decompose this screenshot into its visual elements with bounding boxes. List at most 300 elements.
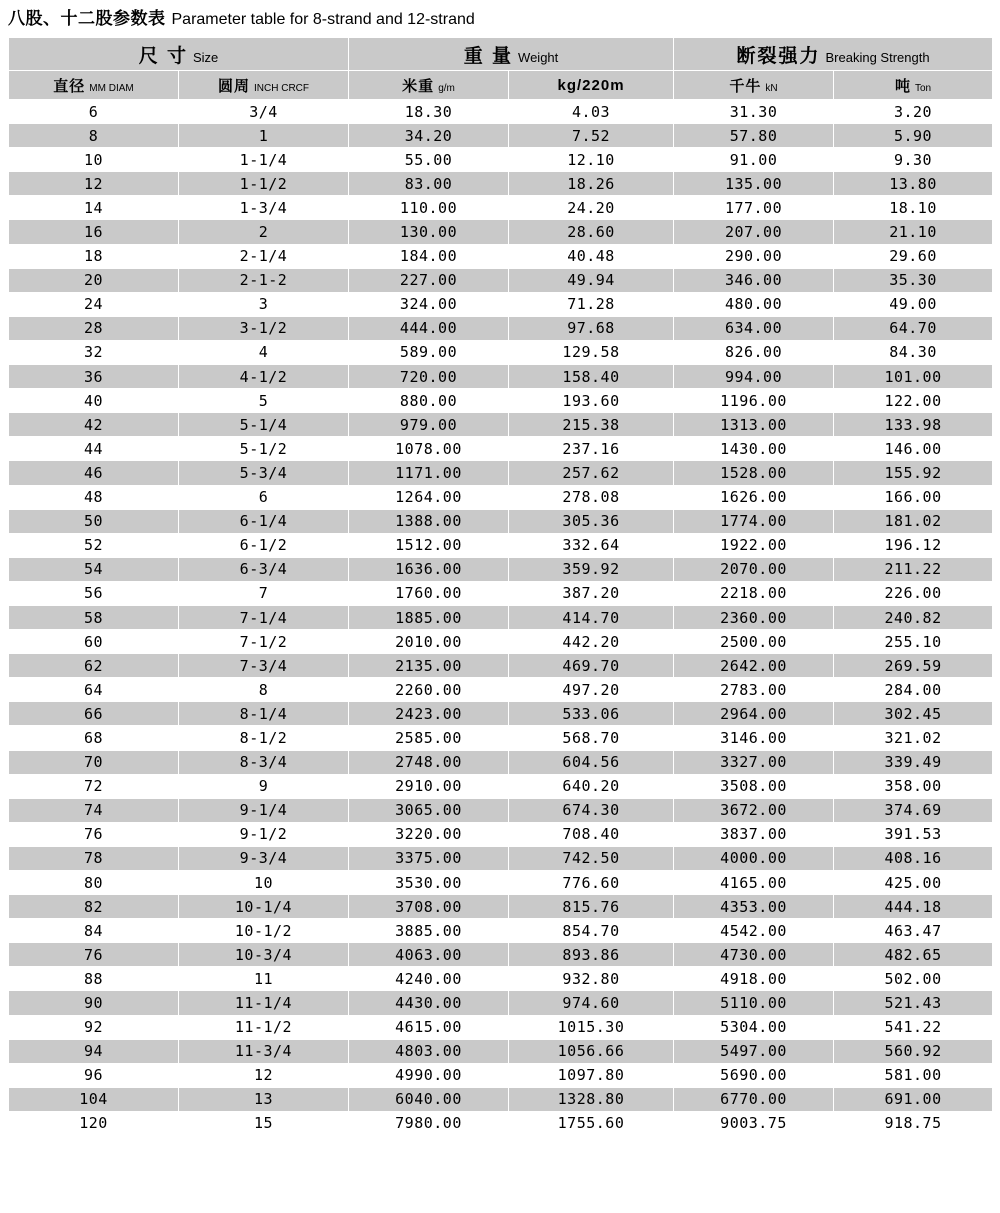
cell-ton: 691.00 [834,1087,993,1111]
cell-kg-per-220m: 387.20 [509,581,674,605]
cell-ton: 9.30 [834,148,993,172]
cell-diameter: 66 [9,702,179,726]
group-header-weight [349,38,674,71]
cell-ton: 5.90 [834,124,993,148]
cell-kilonewton: 4165.00 [674,871,834,895]
cell-kg-per-220m: 40.48 [509,244,674,268]
table-row [9,1063,993,1087]
cell-circumference: 10-3/4 [179,943,349,967]
cell-meter-weight: 4990.00 [349,1063,509,1087]
cell-kilonewton: 2964.00 [674,702,834,726]
table-row [9,509,993,533]
cell-diameter: 8 [9,124,179,148]
cell-meter-weight: 324.00 [349,292,509,316]
cell-meter-weight: 589.00 [349,340,509,364]
cell-circumference: 6-1/4 [179,509,349,533]
column-header-kg-per-220m-label: kg/220m [557,76,625,94]
cell-diameter: 74 [9,798,179,822]
cell-circumference: 8-3/4 [179,750,349,774]
column-header-kilonewton-en: kN [765,82,778,94]
cell-kg-per-220m: 158.40 [509,365,674,389]
cell-diameter: 84 [9,919,179,943]
table-row [9,1087,993,1111]
table-row [9,581,993,605]
cell-ton: 64.70 [834,316,993,340]
cell-diameter: 14 [9,196,179,220]
cell-kg-per-220m: 893.86 [509,943,674,967]
cell-kg-per-220m: 4.03 [509,100,674,124]
cell-kg-per-220m: 332.64 [509,533,674,557]
cell-kg-per-220m: 305.36 [509,509,674,533]
cell-ton: 122.00 [834,389,993,413]
cell-kilonewton: 4542.00 [674,919,834,943]
cell-circumference: 9-1/4 [179,798,349,822]
cell-kilonewton: 1430.00 [674,437,834,461]
cell-circumference: 4 [179,340,349,364]
cell-kilonewton: 3146.00 [674,726,834,750]
table-row [9,605,993,629]
cell-ton: 391.53 [834,822,993,846]
cell-meter-weight: 3065.00 [349,798,509,822]
cell-ton: 339.49 [834,750,993,774]
group-header-weight-cn: 重 量 [463,45,514,67]
cell-meter-weight: 55.00 [349,148,509,172]
cell-diameter: 16 [9,220,179,244]
cell-meter-weight: 2585.00 [349,726,509,750]
table-row [9,943,993,967]
cell-kg-per-220m: 7.52 [509,124,674,148]
table-row [9,726,993,750]
cell-circumference: 5-1/4 [179,413,349,437]
cell-meter-weight: 227.00 [349,268,509,292]
cell-kg-per-220m: 257.62 [509,461,674,485]
page-title [0,0,1000,37]
cell-meter-weight: 1636.00 [349,557,509,581]
cell-ton: 3.20 [834,100,993,124]
cell-ton: 255.10 [834,630,993,654]
table-row [9,533,993,557]
group-header-size [9,38,349,71]
cell-ton: 226.00 [834,581,993,605]
table-row [9,316,993,340]
cell-meter-weight: 4063.00 [349,943,509,967]
cell-diameter: 82 [9,895,179,919]
cell-kilonewton: 1313.00 [674,413,834,437]
cell-circumference: 5-1/2 [179,437,349,461]
cell-meter-weight: 2910.00 [349,774,509,798]
table-row [9,1111,993,1135]
cell-circumference: 13 [179,1087,349,1111]
cell-ton: 541.22 [834,1015,993,1039]
cell-circumference: 2-1-2 [179,268,349,292]
cell-meter-weight: 6040.00 [349,1087,509,1111]
group-header-size-en: Size [193,49,219,65]
cell-circumference: 10-1/4 [179,895,349,919]
cell-kilonewton: 1626.00 [674,485,834,509]
cell-kg-per-220m: 215.38 [509,413,674,437]
cell-ton: 84.30 [834,340,993,364]
table-row [9,557,993,581]
cell-ton: 408.16 [834,846,993,870]
cell-diameter: 78 [9,846,179,870]
cell-kilonewton: 5497.00 [674,1039,834,1063]
cell-kg-per-220m: 1097.80 [509,1063,674,1087]
cell-meter-weight: 3375.00 [349,846,509,870]
cell-kg-per-220m: 640.20 [509,774,674,798]
cell-kilonewton: 4000.00 [674,846,834,870]
cell-kilonewton: 346.00 [674,268,834,292]
cell-ton: 560.92 [834,1039,993,1063]
cell-meter-weight: 1171.00 [349,461,509,485]
cell-kilonewton: 994.00 [674,365,834,389]
cell-kg-per-220m: 97.68 [509,316,674,340]
cell-diameter: 88 [9,967,179,991]
column-header-diameter-en: MM DIAM [89,82,134,94]
group-header-breaking-strength-en: Breaking Strength [825,49,930,65]
cell-ton: 321.02 [834,726,993,750]
cell-ton: 358.00 [834,774,993,798]
cell-ton: 918.75 [834,1111,993,1135]
cell-diameter: 68 [9,726,179,750]
cell-meter-weight: 720.00 [349,365,509,389]
page-title-english: Parameter table for 8-strand and 12-strand [171,11,475,28]
cell-meter-weight: 3530.00 [349,871,509,895]
cell-diameter: 90 [9,991,179,1015]
cell-circumference: 5-3/4 [179,461,349,485]
cell-kilonewton: 177.00 [674,196,834,220]
cell-diameter: 76 [9,943,179,967]
cell-ton: 521.43 [834,991,993,1015]
cell-kg-per-220m: 776.60 [509,871,674,895]
cell-ton: 463.47 [834,919,993,943]
column-header-circumference-cn: 圆周 [218,77,251,95]
cell-meter-weight: 1760.00 [349,581,509,605]
cell-kilonewton: 9003.75 [674,1111,834,1135]
cell-kilonewton: 4918.00 [674,967,834,991]
parameter-table [8,37,993,1136]
cell-kilonewton: 480.00 [674,292,834,316]
cell-meter-weight: 4615.00 [349,1015,509,1039]
table-row [9,678,993,702]
cell-circumference: 1-1/2 [179,172,349,196]
cell-kilonewton: 5110.00 [674,991,834,1015]
cell-ton: 581.00 [834,1063,993,1087]
cell-kilonewton: 826.00 [674,340,834,364]
cell-meter-weight: 4430.00 [349,991,509,1015]
cell-diameter: 36 [9,365,179,389]
cell-meter-weight: 2010.00 [349,630,509,654]
cell-diameter: 52 [9,533,179,557]
cell-kilonewton: 57.80 [674,124,834,148]
cell-kg-per-220m: 1015.30 [509,1015,674,1039]
cell-kg-per-220m: 193.60 [509,389,674,413]
cell-circumference: 6-3/4 [179,557,349,581]
cell-meter-weight: 34.20 [349,124,509,148]
cell-kilonewton: 2070.00 [674,557,834,581]
cell-circumference: 9 [179,774,349,798]
cell-circumference: 1-1/4 [179,148,349,172]
cell-diameter: 72 [9,774,179,798]
cell-meter-weight: 3885.00 [349,919,509,943]
cell-meter-weight: 2748.00 [349,750,509,774]
cell-kilonewton: 6770.00 [674,1087,834,1111]
cell-meter-weight: 444.00 [349,316,509,340]
cell-kilonewton: 1528.00 [674,461,834,485]
cell-ton: 181.02 [834,509,993,533]
table-row [9,702,993,726]
cell-diameter: 20 [9,268,179,292]
table-row [9,196,993,220]
table-header [9,38,993,100]
table-row [9,244,993,268]
cell-kilonewton: 3672.00 [674,798,834,822]
cell-circumference: 15 [179,1111,349,1135]
table-row [9,340,993,364]
cell-kg-per-220m: 568.70 [509,726,674,750]
table-row [9,389,993,413]
cell-meter-weight: 130.00 [349,220,509,244]
cell-ton: 13.80 [834,172,993,196]
cell-diameter: 96 [9,1063,179,1087]
cell-diameter: 48 [9,485,179,509]
cell-diameter: 54 [9,557,179,581]
table-body [9,100,993,1136]
cell-circumference: 3-1/2 [179,316,349,340]
cell-diameter: 12 [9,172,179,196]
column-header-ton [834,71,993,100]
page-title-chinese: 八股、十二股参数表 [8,9,166,28]
cell-kg-per-220m: 604.56 [509,750,674,774]
column-header-ton-en: Ton [914,82,932,94]
table-row [9,100,993,124]
cell-ton: 284.00 [834,678,993,702]
cell-kilonewton: 4353.00 [674,895,834,919]
cell-kg-per-220m: 815.76 [509,895,674,919]
cell-ton: 29.60 [834,244,993,268]
group-header-size-cn: 尺 寸 [138,45,188,67]
cell-kg-per-220m: 359.92 [509,557,674,581]
cell-kg-per-220m: 1755.60 [509,1111,674,1135]
cell-circumference: 8-1/2 [179,726,349,750]
table-row [9,292,993,316]
cell-circumference: 7-3/4 [179,654,349,678]
cell-circumference: 11-1/2 [179,1015,349,1039]
cell-meter-weight: 2423.00 [349,702,509,726]
table-row [9,630,993,654]
cell-kilonewton: 3327.00 [674,750,834,774]
cell-kg-per-220m: 278.08 [509,485,674,509]
cell-circumference: 3/4 [179,100,349,124]
cell-ton: 482.65 [834,943,993,967]
table-row [9,895,993,919]
cell-meter-weight: 880.00 [349,389,509,413]
cell-diameter: 92 [9,1015,179,1039]
table-row [9,437,993,461]
cell-meter-weight: 2135.00 [349,654,509,678]
cell-circumference: 7 [179,581,349,605]
cell-meter-weight: 83.00 [349,172,509,196]
cell-kg-per-220m: 854.70 [509,919,674,943]
cell-ton: 146.00 [834,437,993,461]
column-header-diameter [9,71,179,100]
cell-meter-weight: 7980.00 [349,1111,509,1135]
cell-kilonewton: 1774.00 [674,509,834,533]
cell-kilonewton: 135.00 [674,172,834,196]
cell-diameter: 18 [9,244,179,268]
cell-kilonewton: 5304.00 [674,1015,834,1039]
table-row [9,919,993,943]
cell-meter-weight: 1264.00 [349,485,509,509]
cell-meter-weight: 4803.00 [349,1039,509,1063]
cell-kilonewton: 31.30 [674,100,834,124]
cell-kilonewton: 1922.00 [674,533,834,557]
cell-diameter: 76 [9,822,179,846]
cell-ton: 49.00 [834,292,993,316]
table-row [9,124,993,148]
cell-kilonewton: 2500.00 [674,630,834,654]
cell-kilonewton: 3837.00 [674,822,834,846]
cell-circumference: 2 [179,220,349,244]
table-row [9,822,993,846]
table-row [9,148,993,172]
table-row [9,1039,993,1063]
cell-circumference: 1-3/4 [179,196,349,220]
table-row [9,365,993,389]
cell-kg-per-220m: 533.06 [509,702,674,726]
cell-meter-weight: 18.30 [349,100,509,124]
cell-diameter: 70 [9,750,179,774]
cell-diameter: 50 [9,509,179,533]
cell-ton: 444.18 [834,895,993,919]
column-header-diameter-cn: 直径 [53,77,86,95]
cell-diameter: 94 [9,1039,179,1063]
cell-ton: 166.00 [834,485,993,509]
cell-kg-per-220m: 932.80 [509,967,674,991]
table-group-header-row [9,38,993,71]
cell-kg-per-220m: 708.40 [509,822,674,846]
cell-meter-weight: 3220.00 [349,822,509,846]
cell-diameter: 46 [9,461,179,485]
cell-circumference: 11-3/4 [179,1039,349,1063]
cell-circumference: 8 [179,678,349,702]
cell-ton: 101.00 [834,365,993,389]
group-header-weight-en: Weight [518,49,559,65]
cell-circumference: 6 [179,485,349,509]
cell-kilonewton: 2642.00 [674,654,834,678]
table-row [9,846,993,870]
cell-kilonewton: 290.00 [674,244,834,268]
cell-kg-per-220m: 18.26 [509,172,674,196]
cell-meter-weight: 4240.00 [349,967,509,991]
cell-circumference: 4-1/2 [179,365,349,389]
cell-meter-weight: 979.00 [349,413,509,437]
cell-ton: 196.12 [834,533,993,557]
cell-kilonewton: 2360.00 [674,605,834,629]
cell-kg-per-220m: 497.20 [509,678,674,702]
table-row [9,750,993,774]
cell-diameter: 32 [9,340,179,364]
cell-kg-per-220m: 71.28 [509,292,674,316]
column-header-circumference [179,71,349,100]
cell-kg-per-220m: 49.94 [509,268,674,292]
table-row [9,654,993,678]
cell-circumference: 9-3/4 [179,846,349,870]
cell-circumference: 10 [179,871,349,895]
cell-circumference: 8-1/4 [179,702,349,726]
cell-ton: 502.00 [834,967,993,991]
cell-kg-per-220m: 24.20 [509,196,674,220]
cell-kilonewton: 1196.00 [674,389,834,413]
cell-diameter: 104 [9,1087,179,1111]
cell-ton: 18.10 [834,196,993,220]
column-header-kilonewton [674,71,834,100]
cell-diameter: 6 [9,100,179,124]
cell-circumference: 3 [179,292,349,316]
column-header-circumference-en: INCH CRCF [254,82,310,94]
cell-circumference: 11-1/4 [179,991,349,1015]
cell-kg-per-220m: 414.70 [509,605,674,629]
cell-circumference: 7-1/4 [179,605,349,629]
cell-ton: 133.98 [834,413,993,437]
cell-kilonewton: 634.00 [674,316,834,340]
cell-meter-weight: 110.00 [349,196,509,220]
cell-diameter: 80 [9,871,179,895]
table-row [9,774,993,798]
cell-ton: 240.82 [834,605,993,629]
table-row [9,798,993,822]
cell-meter-weight: 1388.00 [349,509,509,533]
cell-circumference: 6-1/2 [179,533,349,557]
cell-kg-per-220m: 237.16 [509,437,674,461]
group-header-breaking-strength [674,38,993,71]
cell-kg-per-220m: 12.10 [509,148,674,172]
cell-kg-per-220m: 469.70 [509,654,674,678]
table-row [9,268,993,292]
group-header-breaking-strength-cn: 断裂强力 [736,45,821,67]
cell-circumference: 7-1/2 [179,630,349,654]
table-row [9,413,993,437]
cell-circumference: 1 [179,124,349,148]
cell-ton: 35.30 [834,268,993,292]
cell-ton: 211.22 [834,557,993,581]
cell-circumference: 9-1/2 [179,822,349,846]
cell-diameter: 28 [9,316,179,340]
cell-diameter: 60 [9,630,179,654]
table-row [9,991,993,1015]
table-row [9,220,993,244]
cell-kilonewton: 207.00 [674,220,834,244]
table-row [9,172,993,196]
cell-diameter: 44 [9,437,179,461]
cell-kg-per-220m: 442.20 [509,630,674,654]
cell-kilonewton: 2783.00 [674,678,834,702]
table-row [9,461,993,485]
cell-meter-weight: 1078.00 [349,437,509,461]
cell-kg-per-220m: 974.60 [509,991,674,1015]
column-header-kilonewton-cn: 千牛 [729,77,762,95]
table-row [9,485,993,509]
cell-diameter: 120 [9,1111,179,1135]
cell-diameter: 56 [9,581,179,605]
cell-circumference: 11 [179,967,349,991]
cell-kg-per-220m: 28.60 [509,220,674,244]
column-header-meter-weight [349,71,509,100]
cell-diameter: 62 [9,654,179,678]
cell-diameter: 42 [9,413,179,437]
cell-meter-weight: 3708.00 [349,895,509,919]
cell-meter-weight: 1885.00 [349,605,509,629]
cell-meter-weight: 184.00 [349,244,509,268]
